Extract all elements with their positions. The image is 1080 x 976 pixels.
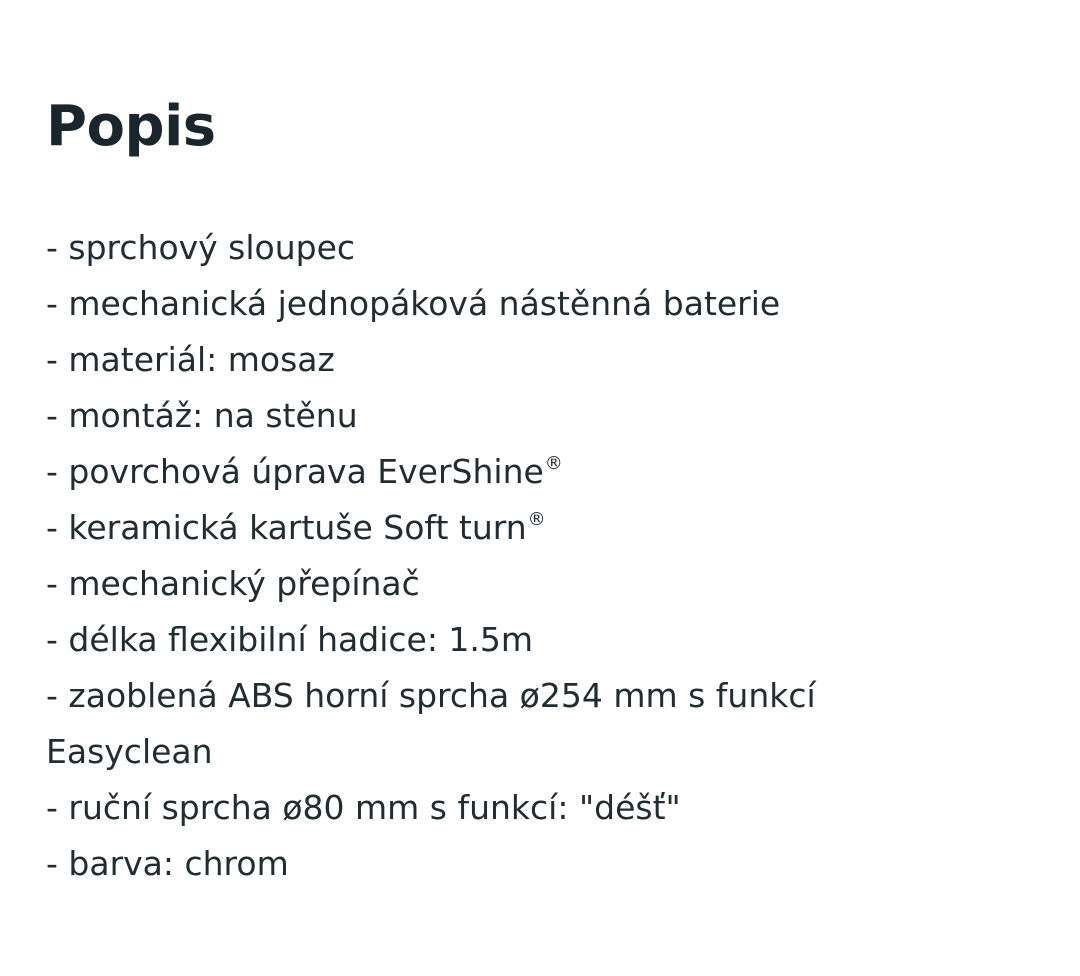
list-item-text: - barva: chrom bbox=[46, 844, 289, 883]
list-item bbox=[46, 388, 946, 444]
description-list bbox=[46, 220, 946, 892]
list-item bbox=[46, 276, 946, 332]
list-item-text: - mechanická jednopáková nástěnná baterie bbox=[46, 284, 781, 323]
section-title: Popis bbox=[46, 94, 216, 159]
list-item-text: - sprchový sloupec bbox=[46, 228, 356, 267]
list-item bbox=[46, 836, 946, 892]
list-item bbox=[46, 668, 906, 780]
list-item-text: - montáž: na stěnu bbox=[46, 396, 358, 435]
list-item bbox=[46, 780, 946, 836]
registered-mark: ® bbox=[544, 453, 563, 474]
list-item bbox=[46, 220, 946, 276]
list-item bbox=[46, 332, 946, 388]
list-item-text: - povrchová úprava EverShine bbox=[46, 452, 544, 491]
registered-mark: ® bbox=[527, 509, 546, 530]
list-item-text: - ruční sprcha ø80 mm s funkcí: "déšť" bbox=[46, 788, 681, 827]
list-item-text: - délka flexibilní hadice: 1.5m bbox=[46, 620, 534, 659]
list-item bbox=[46, 612, 946, 668]
list-item bbox=[46, 556, 946, 612]
list-item bbox=[46, 500, 946, 556]
list-item bbox=[46, 444, 946, 500]
list-item-text: - materiál: mosaz bbox=[46, 340, 335, 379]
list-item-text: - mechanický přepínač bbox=[46, 564, 420, 603]
list-item-text: - keramická kartuše Soft turn bbox=[46, 508, 527, 547]
list-item-text: - zaoblená ABS horní sprcha ø254 mm s funkcí Easyclean bbox=[46, 676, 816, 771]
